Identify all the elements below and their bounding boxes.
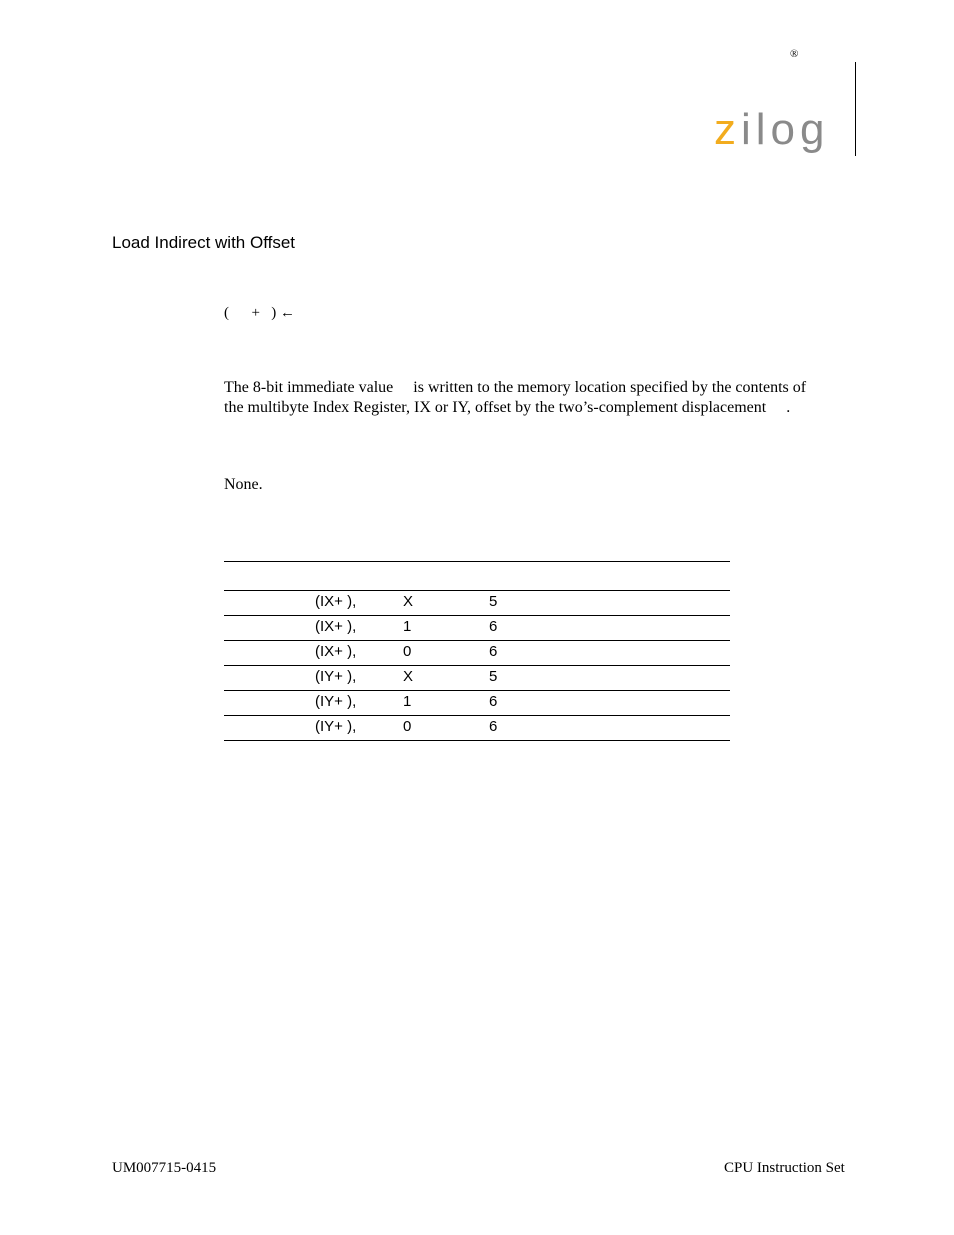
register-cell: 1	[403, 618, 412, 635]
document-number: UM007715-0415	[112, 1160, 217, 1176]
description-line-2: the multibyte Index Register, IX or IY, offset by the two’s-complement displacement .	[224, 399, 791, 416]
cycles-cell: 5	[489, 668, 498, 685]
section-title: Load Indirect with Offset	[112, 233, 296, 252]
description-line-1: The 8-bit immediate value is written to the memory location specified by the contents of	[224, 379, 807, 396]
cycles-cell: 6	[489, 718, 498, 735]
opcode-table	[224, 561, 730, 741]
description	[224, 378, 854, 418]
instruction-cell: (IX+ ),	[315, 593, 357, 610]
condition-bits-text: None.	[224, 476, 263, 493]
instruction-cell: (IY+ ),	[315, 668, 357, 685]
operation-formula: ( + ) ←	[224, 305, 295, 321]
instruction-cell: (IY+ ),	[315, 693, 357, 710]
register-cell: 1	[403, 693, 412, 710]
instruction-cell: (IX+ ),	[315, 643, 357, 660]
logo-wordmark: zilog	[714, 105, 830, 154]
register-cell: 0	[403, 718, 412, 735]
cycles-cell: 6	[489, 693, 498, 710]
instruction-cell: (IX+ ),	[315, 618, 357, 635]
register-cell: X	[403, 593, 414, 610]
table-row	[224, 615, 730, 640]
table-body	[224, 590, 730, 741]
register-cell: X	[403, 668, 414, 685]
register-cell: 0	[403, 643, 412, 660]
table-row	[224, 590, 730, 615]
table-row	[224, 665, 730, 690]
table-row	[224, 640, 730, 665]
cycles-cell: 5	[489, 593, 498, 610]
table-row	[224, 715, 730, 741]
zilog-logo	[712, 104, 848, 160]
table-row	[224, 690, 730, 715]
instruction-cell: (IY+ ),	[315, 718, 357, 735]
header-divider	[855, 62, 856, 156]
registered-mark: ®	[790, 48, 799, 60]
cycles-cell: 6	[489, 618, 498, 635]
footer-section-title: CPU Instruction Set	[724, 1160, 845, 1176]
cycles-cell: 6	[489, 643, 498, 660]
table-header	[224, 562, 730, 590]
